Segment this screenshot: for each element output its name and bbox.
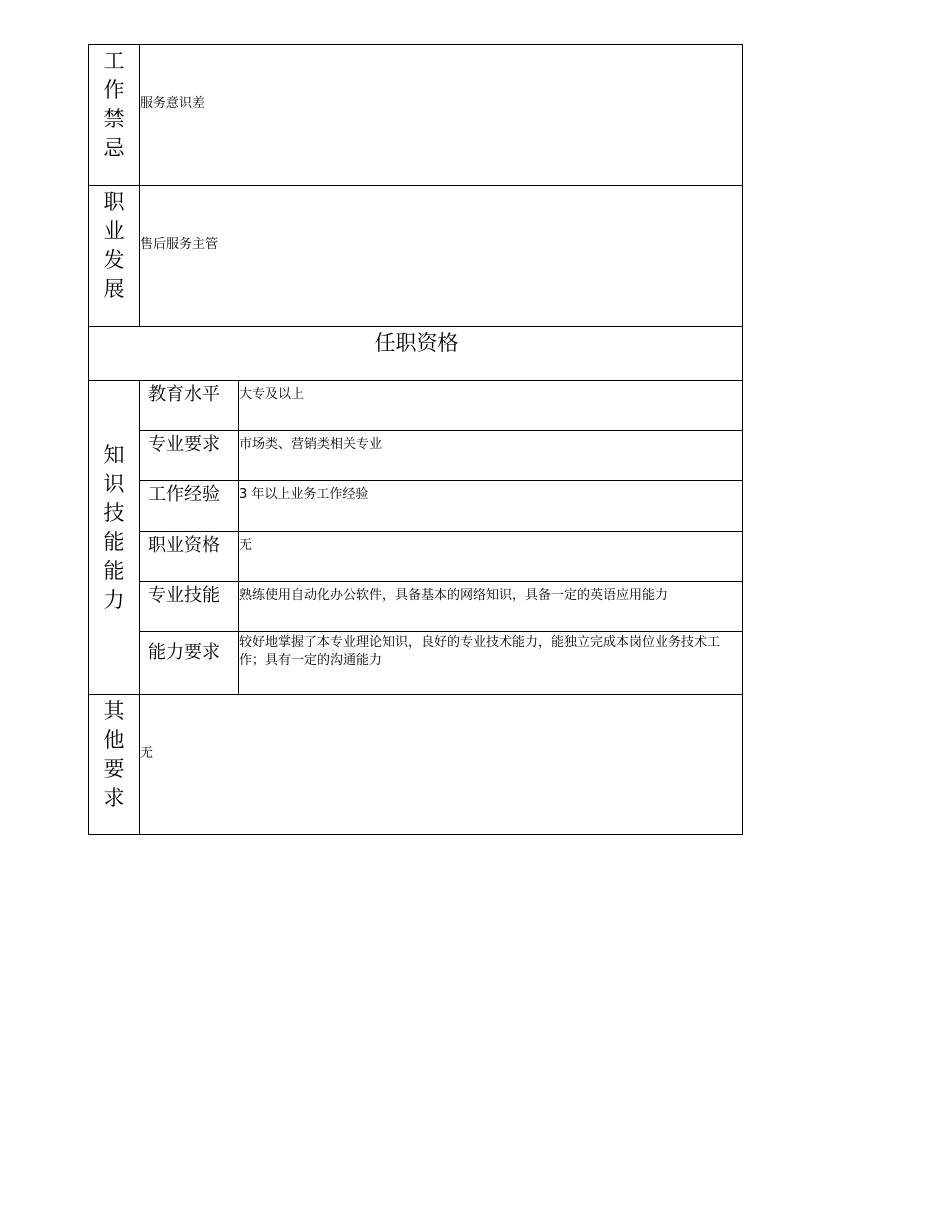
career-value: 售后服务主管 bbox=[140, 237, 219, 252]
major-requirement-value: 市场类、营销类相关专业 bbox=[239, 437, 383, 452]
row-divider bbox=[140, 430, 742, 431]
ability-requirement-label: 能力要求 bbox=[148, 642, 220, 663]
professional-skills-value: 熟练使用自动化办公软件，具备基本的网络知识，具备一定的英语应用能力 bbox=[239, 588, 669, 603]
work-experience-value: 3 年以上业务工作经验 bbox=[239, 487, 369, 502]
professional-skills-label: 专业技能 bbox=[148, 585, 220, 606]
row-divider bbox=[140, 480, 742, 481]
other-requirements-value: 无 bbox=[140, 746, 154, 761]
row-divider bbox=[140, 631, 742, 632]
major-requirement-label: 专业要求 bbox=[148, 434, 220, 455]
career-label: 职 业 发 展 bbox=[103, 190, 125, 301]
row-divider bbox=[89, 326, 742, 327]
row-divider bbox=[140, 531, 742, 532]
row-divider bbox=[89, 185, 742, 186]
column-divider bbox=[139, 45, 140, 326]
professional-qualification-value: 无 bbox=[239, 538, 253, 553]
knowledge-skills-label: 知 识 技 能 能 力 bbox=[103, 443, 125, 612]
taboos-value: 服务意识差 bbox=[140, 96, 206, 111]
professional-qualification-label: 职业资格 bbox=[148, 535, 220, 556]
work-experience-label: 工作经验 bbox=[148, 484, 220, 505]
taboos-label: 工 作 禁 忌 bbox=[103, 49, 125, 160]
education-level-value: 大专及以上 bbox=[239, 387, 305, 402]
column-divider bbox=[139, 380, 140, 834]
job-description-table bbox=[88, 44, 743, 835]
other-requirements-label: 其 他 要 求 bbox=[103, 699, 125, 810]
qualification-section-title: 任职资格 bbox=[374, 331, 459, 355]
row-divider bbox=[89, 694, 742, 695]
row-divider bbox=[140, 581, 742, 582]
ability-requirement-value: 较好地掌握了本专业理论知识，良好的专业技术能力，能独立完成本岗位业务技术工作；具有一定的沟通能力 bbox=[239, 635, 721, 668]
education-level-label: 教育水平 bbox=[148, 384, 220, 405]
row-divider bbox=[89, 380, 742, 381]
